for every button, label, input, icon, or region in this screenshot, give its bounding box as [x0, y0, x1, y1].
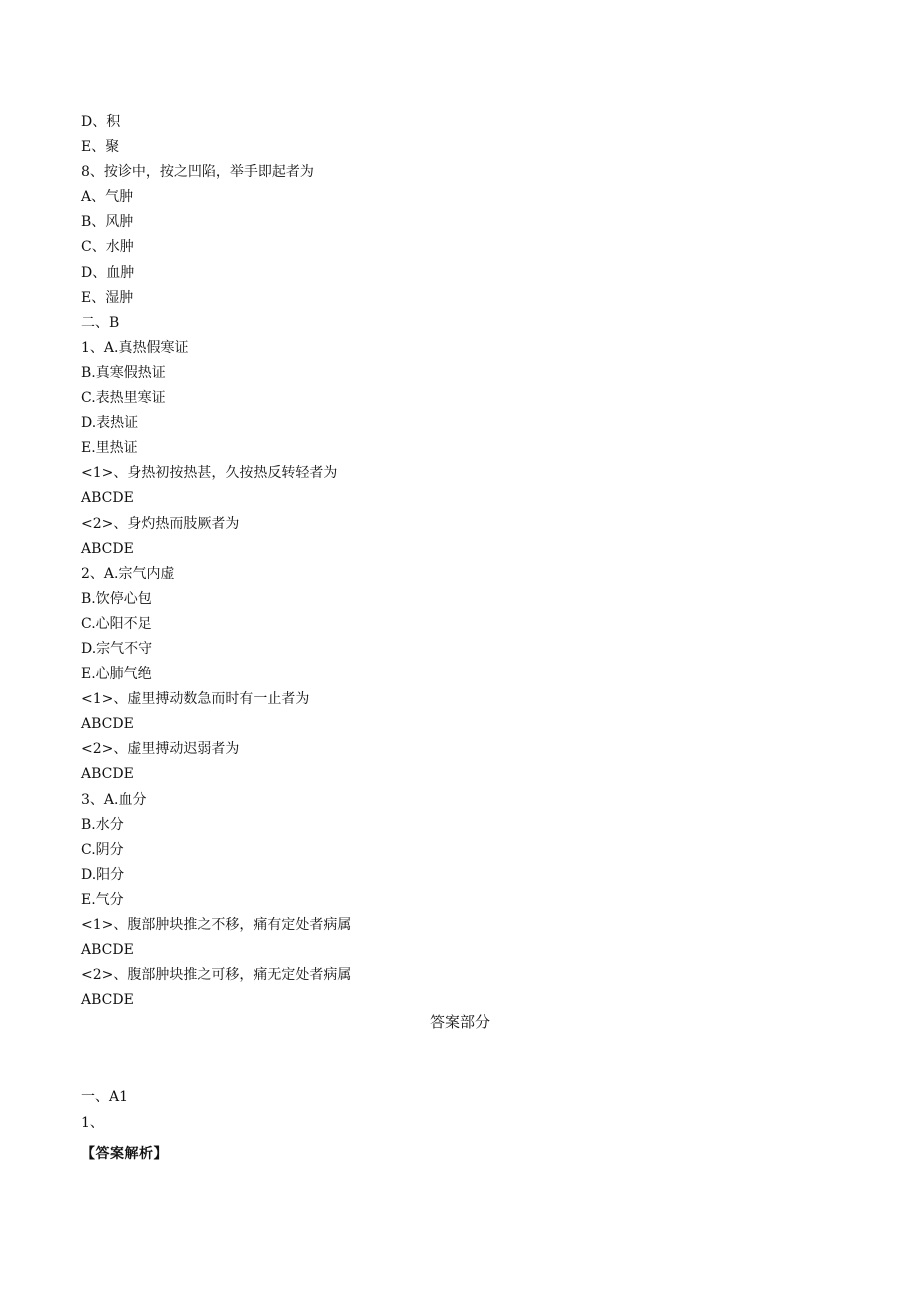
- sub-question-line: <1>、身热初按热甚，久按热反转轻者为: [81, 465, 338, 482]
- answer-choices: ABCDE: [81, 716, 134, 733]
- option-line: C、水肿: [81, 239, 134, 256]
- answer-question-number: 1、: [81, 1114, 104, 1131]
- question-line: 1、A.真热假寒证: [81, 339, 189, 356]
- option-line: B.水分: [81, 816, 124, 833]
- option-line: B.真寒假热证: [81, 364, 166, 381]
- section-heading: 二、B: [81, 314, 120, 331]
- option-line: E、湿肿: [81, 289, 134, 306]
- answer-choices: ABCDE: [81, 992, 134, 1009]
- answer-choices: ABCDE: [81, 490, 134, 507]
- option-line: D、积: [81, 114, 121, 130]
- option-line: B.饮停心包: [81, 590, 152, 607]
- option-line: D.表热证: [81, 415, 139, 432]
- sub-question-line: <1>、腹部肿块推之不移，痛有定处者病属: [81, 917, 352, 933]
- option-line: B、风肿: [81, 214, 134, 231]
- sub-question-line: <2>、腹部肿块推之可移，痛无定处者病属: [81, 967, 352, 984]
- sub-question-line: <2>、身灼热而肢厥者为: [81, 515, 240, 532]
- answer-section-title: 答案部分: [429, 1013, 490, 1031]
- sub-question-line: <2>、虚里搏动迟弱者为: [81, 741, 240, 758]
- option-line: A、气肿: [81, 189, 134, 206]
- sub-question-line: <1>、虚里搏动数急而时有一止者为: [81, 691, 310, 708]
- answer-choices: ABCDE: [81, 540, 134, 557]
- option-line: D.阳分: [81, 866, 125, 883]
- option-line: E.气分: [81, 891, 124, 908]
- option-line: D、血肿: [81, 264, 135, 281]
- question-line: 2、A.宗气内虚: [81, 565, 175, 582]
- answer-choices: ABCDE: [81, 766, 134, 783]
- option-line: C.心阳不足: [81, 615, 152, 632]
- option-line: E.心肺气绝: [81, 666, 152, 683]
- option-line: E、聚: [81, 139, 120, 156]
- question-line: 8、按诊中，按之凹陷，举手即起者为: [81, 164, 314, 181]
- question-list: [81, 110, 841, 1013]
- answer-block: [81, 1085, 841, 1168]
- option-line: E.里热证: [81, 440, 138, 457]
- question-line: 3、A.血分: [81, 791, 147, 808]
- answer-part-label: 一、A1: [81, 1089, 129, 1105]
- option-line: D.宗气不守: [81, 640, 153, 657]
- option-line: C.阴分: [81, 841, 124, 858]
- answer-analysis-label: 【答案解析】: [81, 1146, 168, 1162]
- answer-choices: ABCDE: [81, 942, 134, 959]
- option-line: C.表热里寒证: [81, 390, 166, 407]
